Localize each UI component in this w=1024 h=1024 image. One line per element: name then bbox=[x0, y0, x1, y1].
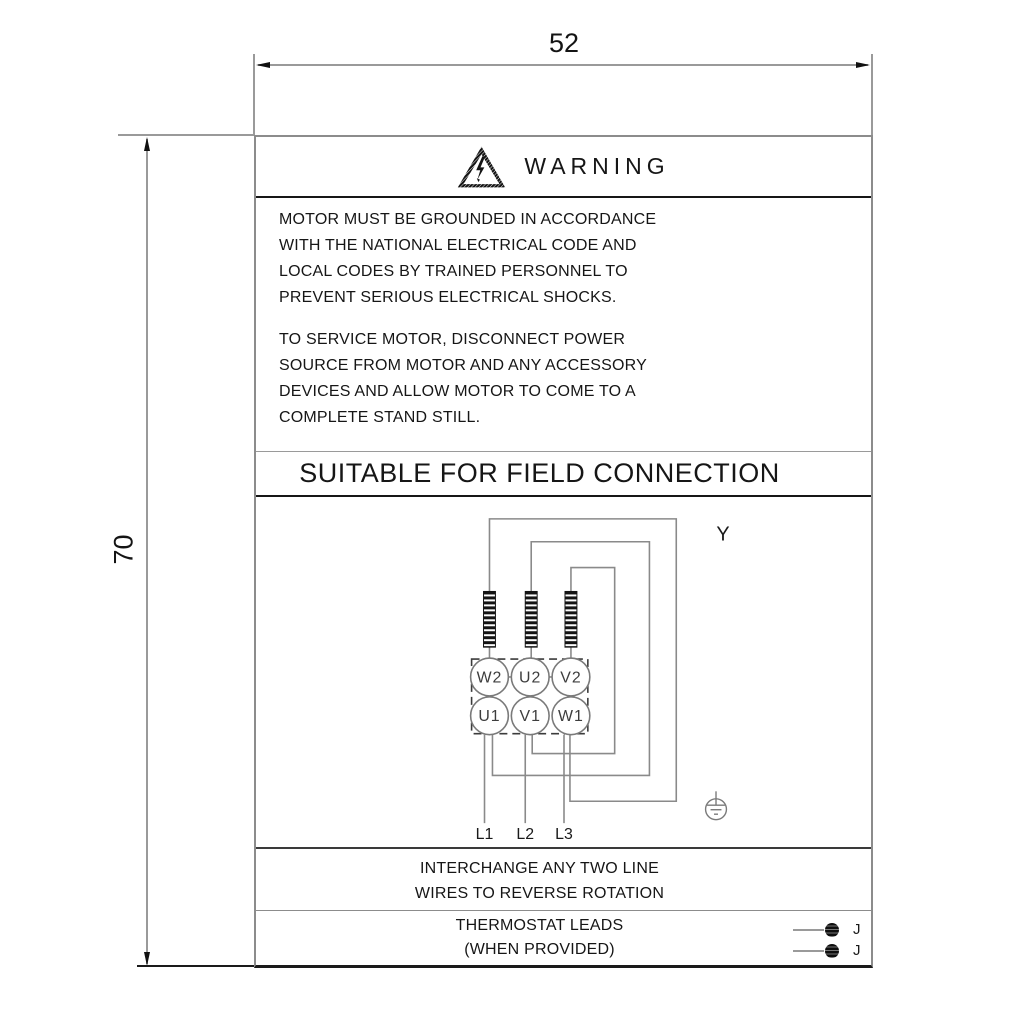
terminal-label-w2: W2 bbox=[476, 669, 503, 687]
text-line: WITH THE NATIONAL ELECTRICAL CODE AND bbox=[279, 237, 637, 254]
width-dimension-line bbox=[258, 64, 868, 66]
dimension-arrow-left-icon bbox=[256, 62, 270, 68]
motor-warning-label bbox=[254, 135, 873, 968]
thermostat-lead-label: J bbox=[853, 942, 861, 959]
text-line: MOTOR MUST BE GROUNDED IN ACCORDANCE bbox=[279, 211, 657, 228]
terminal-label-u1: U1 bbox=[478, 708, 501, 726]
warning-header bbox=[256, 137, 871, 198]
line-label-l1: L1 bbox=[475, 826, 494, 844]
extension-line-left-bottom bbox=[137, 965, 254, 967]
suitable-banner bbox=[256, 451, 871, 497]
terminal-label-v1: V1 bbox=[519, 708, 541, 726]
thermostat-lead-terminal-icon bbox=[825, 923, 839, 937]
grounding-paragraph bbox=[279, 207, 861, 311]
text-line: LOCAL CODES BY TRAINED PERSONNEL TO bbox=[279, 263, 628, 280]
thermostat-note-line2: (WHEN PROVIDED) bbox=[464, 941, 615, 958]
earth-ground-icon bbox=[706, 791, 727, 819]
text-line: SOURCE FROM MOTOR AND ANY ACCESSORY bbox=[279, 357, 647, 374]
text-line: COMPLETE STAND STILL. bbox=[279, 409, 481, 426]
high-voltage-warning-icon bbox=[457, 142, 506, 192]
thermostat-note-line1: THERMOSTAT LEADS bbox=[455, 917, 624, 934]
text-line: PREVENT SERIOUS ELECTRICAL SHOCKS. bbox=[279, 289, 617, 306]
suitable-banner-text: SUITABLE FOR FIELD CONNECTION bbox=[299, 458, 780, 488]
rotation-note bbox=[256, 849, 871, 911]
height-dimension-line bbox=[146, 139, 148, 964]
rotation-note-line2: WIRES TO REVERSE ROTATION bbox=[414, 885, 665, 902]
service-paragraph bbox=[279, 327, 861, 431]
thermostat-note bbox=[256, 911, 871, 965]
thermostat-lead-terminal-icon bbox=[825, 944, 839, 958]
text-line: TO SERVICE MOTOR, DISCONNECT POWER bbox=[279, 331, 626, 348]
line-label-l3: L3 bbox=[555, 826, 573, 844]
line-label-l2: L2 bbox=[516, 826, 535, 844]
extension-line-top-right bbox=[871, 54, 873, 135]
thermostat-lead-wire bbox=[793, 929, 824, 931]
extension-line-left-top bbox=[118, 134, 254, 136]
warning-body-text bbox=[256, 198, 871, 451]
motor-winding-coil-icons bbox=[484, 591, 577, 647]
thermostat-lead-label: J bbox=[853, 921, 861, 938]
wye-connection-label: Y bbox=[716, 523, 730, 546]
thermostat-lead-row bbox=[793, 944, 861, 958]
terminal-label-v2: V2 bbox=[560, 669, 582, 687]
text-line: DEVICES AND ALLOW MOTOR TO COME TO A bbox=[279, 383, 636, 400]
wye-connection-diagram bbox=[256, 497, 871, 847]
warning-title: WARNING bbox=[524, 153, 670, 179]
dimension-arrow-right-icon bbox=[856, 62, 870, 68]
height-dimension-value: 70 bbox=[108, 534, 139, 565]
thermostat-lead-wire bbox=[793, 950, 824, 952]
thermostat-lead-row bbox=[793, 923, 861, 937]
width-dimension-value: 52 bbox=[548, 28, 580, 58]
extension-line-top-left bbox=[253, 54, 255, 135]
terminal-label-w1: W1 bbox=[558, 708, 584, 726]
dimension-arrow-down-icon bbox=[144, 952, 150, 966]
wiring-diagram-section bbox=[256, 497, 871, 849]
dimension-arrow-up-icon bbox=[144, 137, 150, 151]
terminal-label-u2: U2 bbox=[519, 669, 542, 687]
rotation-note-line1: INTERCHANGE ANY TWO LINE bbox=[420, 860, 659, 877]
